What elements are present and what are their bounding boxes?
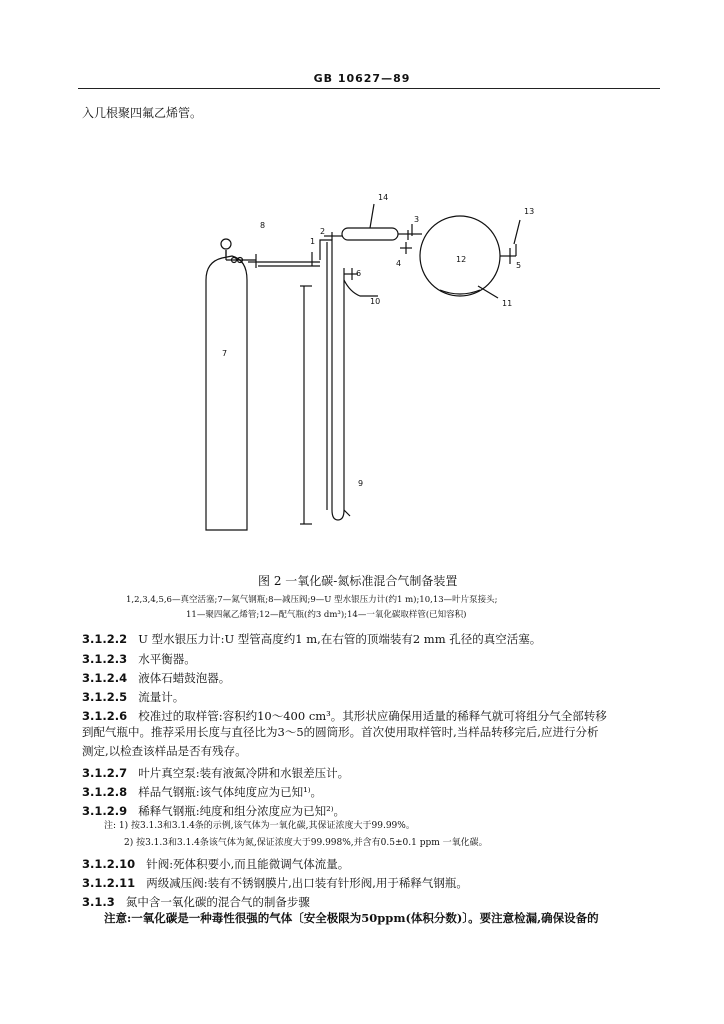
apparatus-diagram xyxy=(0,180,724,570)
item-3-1-2-8 xyxy=(82,781,322,800)
item-text: 水平衡器。 xyxy=(138,652,196,666)
item-text: 稀释气钢瓶:纯度和组分浓度应为已知²⁾。 xyxy=(138,804,346,818)
label-3: 3 xyxy=(414,215,420,224)
figure-caption: 图 2 一氧化碳-氮标准混合气制备装置 xyxy=(258,574,458,588)
figure-legend-2: 11—聚四氟乙烯管;12—配气瓶(约3 dm³);14—一氧化碳取样管(已知容积) xyxy=(186,610,467,620)
item-number: 3.1.2.2 xyxy=(82,632,128,646)
item-3-1-2-7 xyxy=(82,762,349,781)
item-text: 样品气钢瓶:该气体纯度应为已知¹⁾。 xyxy=(138,785,323,799)
item-text: 校准过的取样管:容积约10～400 cm³。其形状应确保用适量的稀释气就可将组分气全部转移 xyxy=(138,709,607,723)
item-number: 3.1.2.6 xyxy=(82,709,128,723)
page-header: GB 10627—89 xyxy=(313,72,411,85)
item-number: 3.1.2.11 xyxy=(82,876,136,890)
label-7: 7 xyxy=(222,349,228,358)
u-manometer xyxy=(320,240,344,520)
item-text: 液体石蜡鼓泡器。 xyxy=(138,671,231,685)
label-14: 14 xyxy=(378,193,389,202)
nitrogen-cylinder xyxy=(206,256,247,530)
label-5: 5 xyxy=(516,261,522,270)
item-number: 3.1.2.8 xyxy=(82,785,128,799)
item-number: 3.1.2.4 xyxy=(82,671,128,685)
label-6: 6 xyxy=(356,269,362,278)
item-number: 3.1.2.3 xyxy=(82,652,128,666)
label-9: 9 xyxy=(358,479,364,488)
item-text: U 型水银压力计:U 型管高度约1 m,在右管的顶端装有2 mm 孔径的真空活塞。 xyxy=(138,632,542,646)
label-13: 13 xyxy=(524,207,535,216)
item-3-1-2-9 xyxy=(82,800,345,819)
item-number: 3.1.2.7 xyxy=(82,766,128,780)
reducing-valve xyxy=(221,239,231,249)
item-text: 流量计。 xyxy=(138,690,185,704)
label-4: 4 xyxy=(396,259,402,268)
item-text: 两级减压阀:装有不锈钢膜片,出口装有针形阀,用于稀释气钢瓶。 xyxy=(146,876,468,890)
item-number: 3.1.2.5 xyxy=(82,690,128,704)
item-number: 3.1.3 xyxy=(82,895,115,909)
label-12: 12 xyxy=(456,255,467,264)
label-1: 1 xyxy=(310,237,316,246)
item-number: 3.1.2.10 xyxy=(82,857,136,871)
item-text: 叶片真空泵:装有液氮冷阱和水银差压计。 xyxy=(138,766,350,780)
item-number: 3.1.2.9 xyxy=(82,804,128,818)
sampling-tube xyxy=(342,228,398,240)
footnote-1: 注: 1) 按3.1.3和3.1.4条的示例,该气体为一氧化碳,其保证浓度大于99.99%。 xyxy=(104,821,415,831)
footnote-2: 2) 按3.1.3和3.1.4条该气体为氮,保证浓度大于99.998%,并含有0.5±0.1 ppm 一氧化碳。 xyxy=(124,838,488,848)
item-3-1-2-6-cont-2: 测定,以检查该样品是否有残存。 xyxy=(82,744,247,758)
label-8: 8 xyxy=(260,221,266,230)
item-text: 氮中含一氧化碳的混合气的制备步骤 xyxy=(125,895,310,909)
item-text: 针阀:死体积要小,而且能微调气体流量。 xyxy=(146,857,350,871)
header-rule xyxy=(78,88,660,89)
label-2: 2 xyxy=(320,227,326,236)
item-3-1-2-2 xyxy=(82,628,541,647)
item-3-1-2-6-cont-1: 到配气瓶中。推荐采用长度与直径比为3～5的圆筒形。首次使用取样管时,当样品转移完后,应进行分析 xyxy=(82,725,599,739)
safety-warning: 注意:一氧化碳是一种毒性很强的气体〔安全极限为50ppm(体积分数)〕。要注意检漏,确保设备的 xyxy=(104,911,599,925)
intro-line: 入几根聚四氟乙烯管。 xyxy=(82,106,203,120)
item-3-1-2-6 xyxy=(82,705,607,724)
figure-legend-1: 1,2,3,4,5,6—真空活塞;7—氮气钢瓶;8—减压阀;9—U 型水银压力计(约1 m);10,13—叶片泵接头; xyxy=(126,595,498,605)
item-3-1-3 xyxy=(82,891,310,910)
item-3-1-2-5 xyxy=(82,686,184,705)
label-11: 11 xyxy=(502,299,513,308)
item-3-1-2-4 xyxy=(82,667,230,686)
item-3-1-2-10 xyxy=(82,853,349,872)
label-10: 10 xyxy=(370,297,381,306)
item-3-1-2-11 xyxy=(82,872,468,891)
item-3-1-2-3 xyxy=(82,648,196,667)
